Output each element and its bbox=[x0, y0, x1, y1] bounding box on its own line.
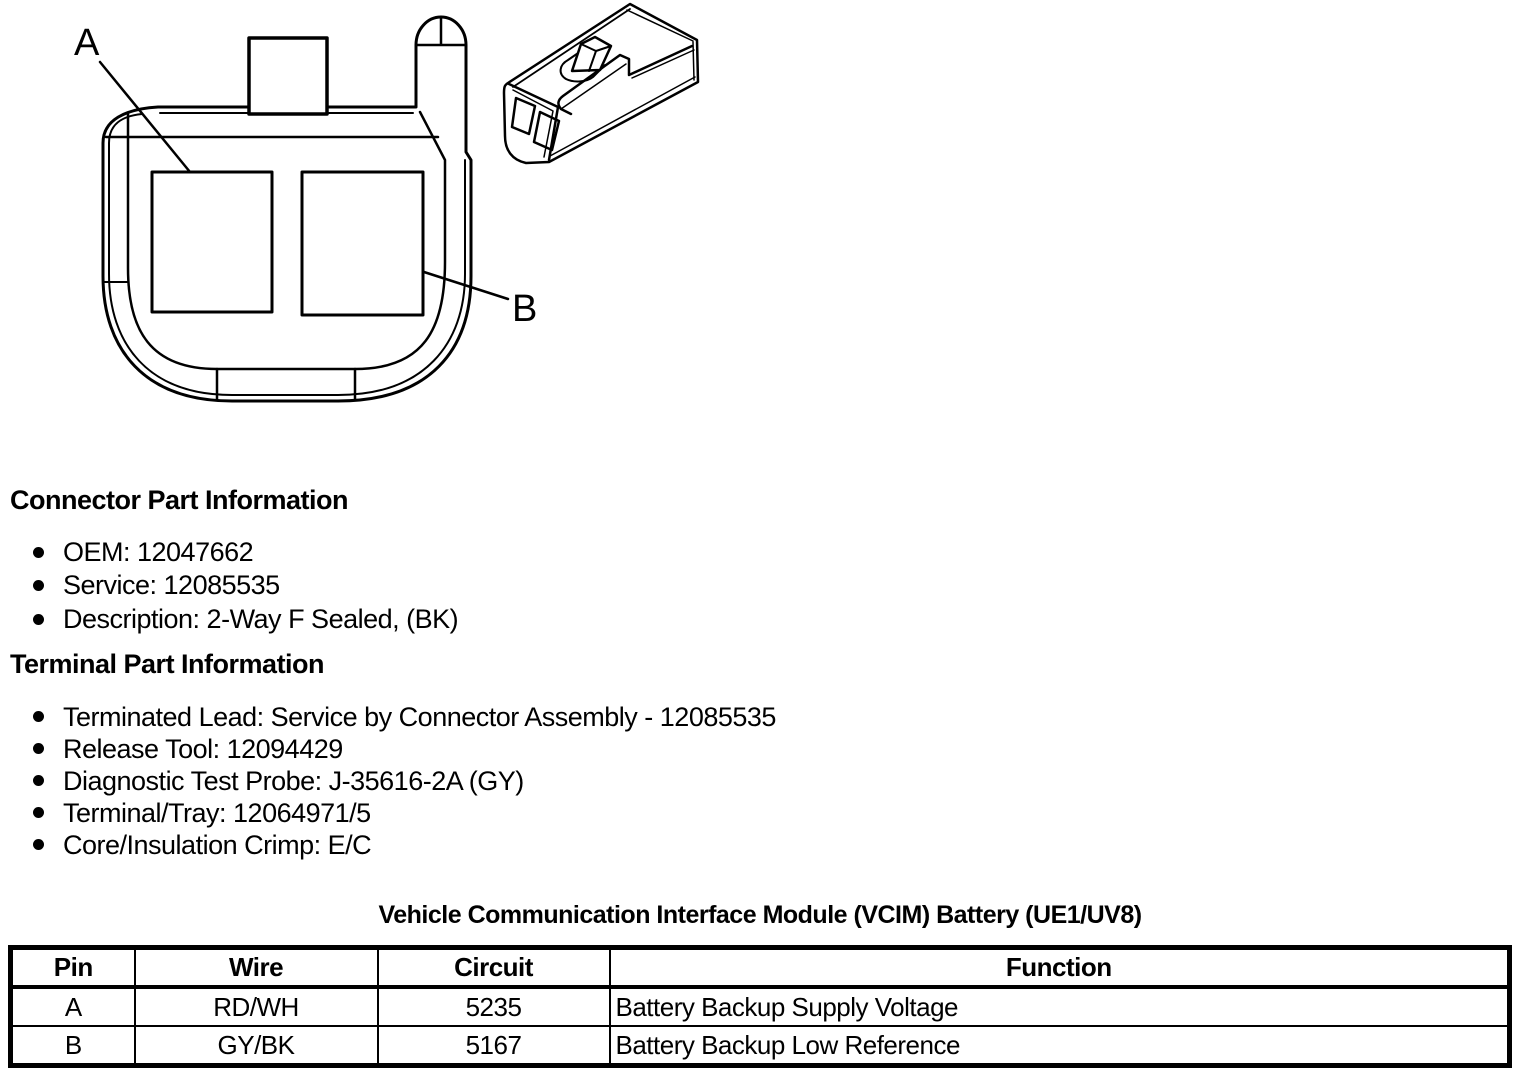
terminal-cavity-b bbox=[302, 172, 423, 315]
leader-line-b bbox=[424, 272, 508, 299]
bullet-icon bbox=[33, 614, 44, 625]
list-item bbox=[33, 569, 1520, 602]
terminal-cavity-a bbox=[152, 172, 272, 312]
top-lock-tab bbox=[249, 38, 327, 114]
list-item bbox=[33, 765, 1520, 797]
end-cap-chamfer bbox=[693, 42, 694, 80]
list-item-text: Terminal/Tray: 12064971/5 bbox=[63, 797, 371, 828]
connector-3d-view bbox=[504, 4, 698, 163]
terminal-info-heading: Terminal Part Information bbox=[10, 648, 325, 679]
bullet-icon bbox=[33, 711, 44, 722]
list-item bbox=[33, 701, 1520, 733]
leader-line-a bbox=[100, 62, 190, 172]
list-item bbox=[33, 536, 1520, 569]
list-item-text: Description: 2-Way F Sealed, (BK) bbox=[63, 603, 459, 634]
list-item-text: Service: 12085535 bbox=[63, 570, 280, 601]
col-header-circuit: Circuit bbox=[378, 947, 610, 987]
pin-table-title: Vehicle Communication Interface Module (VCIM) Battery (UE1/UV8) bbox=[378, 900, 1142, 929]
bullet-icon bbox=[33, 743, 44, 754]
col-header-pin: Pin bbox=[11, 947, 135, 987]
cell-wire: RD/WH bbox=[135, 987, 378, 1026]
list-item bbox=[33, 603, 1520, 636]
pin-table bbox=[8, 945, 1512, 1068]
connector-body-inner-line bbox=[109, 113, 465, 395]
list-item-text: Release Tool: 12094429 bbox=[63, 733, 343, 764]
terminal-info-list bbox=[0, 701, 1520, 861]
terminal-a-callout: A bbox=[74, 22, 100, 64]
list-item bbox=[33, 733, 1520, 765]
seal-post-detail bbox=[416, 17, 466, 45]
table-row bbox=[11, 1026, 1510, 1065]
cell-wire: GY/BK bbox=[135, 1026, 378, 1065]
cell-function: Battery Backup Supply Voltage bbox=[610, 987, 1510, 1026]
bullet-icon bbox=[33, 547, 44, 558]
bullet-icon bbox=[33, 775, 44, 786]
terminal-hole-1 bbox=[512, 98, 535, 134]
list-item-text: Terminated Lead: Service by Connector Assembly - 12085535 bbox=[63, 701, 776, 732]
rear-edge-chamfer bbox=[627, 10, 693, 41]
connector-inner-wall bbox=[106, 112, 445, 369]
cell-pin: B bbox=[11, 1026, 135, 1065]
col-header-wire: Wire bbox=[135, 947, 378, 987]
connector-front-view bbox=[74, 17, 537, 401]
table-header-row bbox=[11, 947, 1510, 987]
list-item bbox=[33, 797, 1520, 829]
bullet-icon bbox=[33, 839, 44, 850]
connector-diagram bbox=[0, 0, 760, 460]
bullet-icon bbox=[33, 807, 44, 818]
list-item-text: OEM: 12047662 bbox=[63, 537, 254, 567]
terminal-b-callout: B bbox=[512, 288, 538, 330]
list-item-text: Core/Insulation Crimp: E/C bbox=[63, 829, 372, 860]
bullet-icon bbox=[33, 580, 44, 591]
cell-circuit: 5235 bbox=[378, 987, 610, 1026]
cell-function: Battery Backup Low Reference bbox=[610, 1026, 1510, 1065]
cell-pin: A bbox=[11, 987, 135, 1026]
list-item bbox=[33, 829, 1520, 861]
connector-info-list bbox=[0, 536, 1520, 636]
col-header-function: Function bbox=[610, 947, 1510, 987]
list-item-text: Diagnostic Test Probe: J-35616-2A (GY) bbox=[63, 765, 524, 796]
connector-info-heading: Connector Part Information bbox=[10, 485, 349, 515]
top-edge-chamfer bbox=[513, 9, 630, 87]
table-row bbox=[11, 987, 1510, 1026]
cell-circuit: 5167 bbox=[378, 1026, 610, 1065]
